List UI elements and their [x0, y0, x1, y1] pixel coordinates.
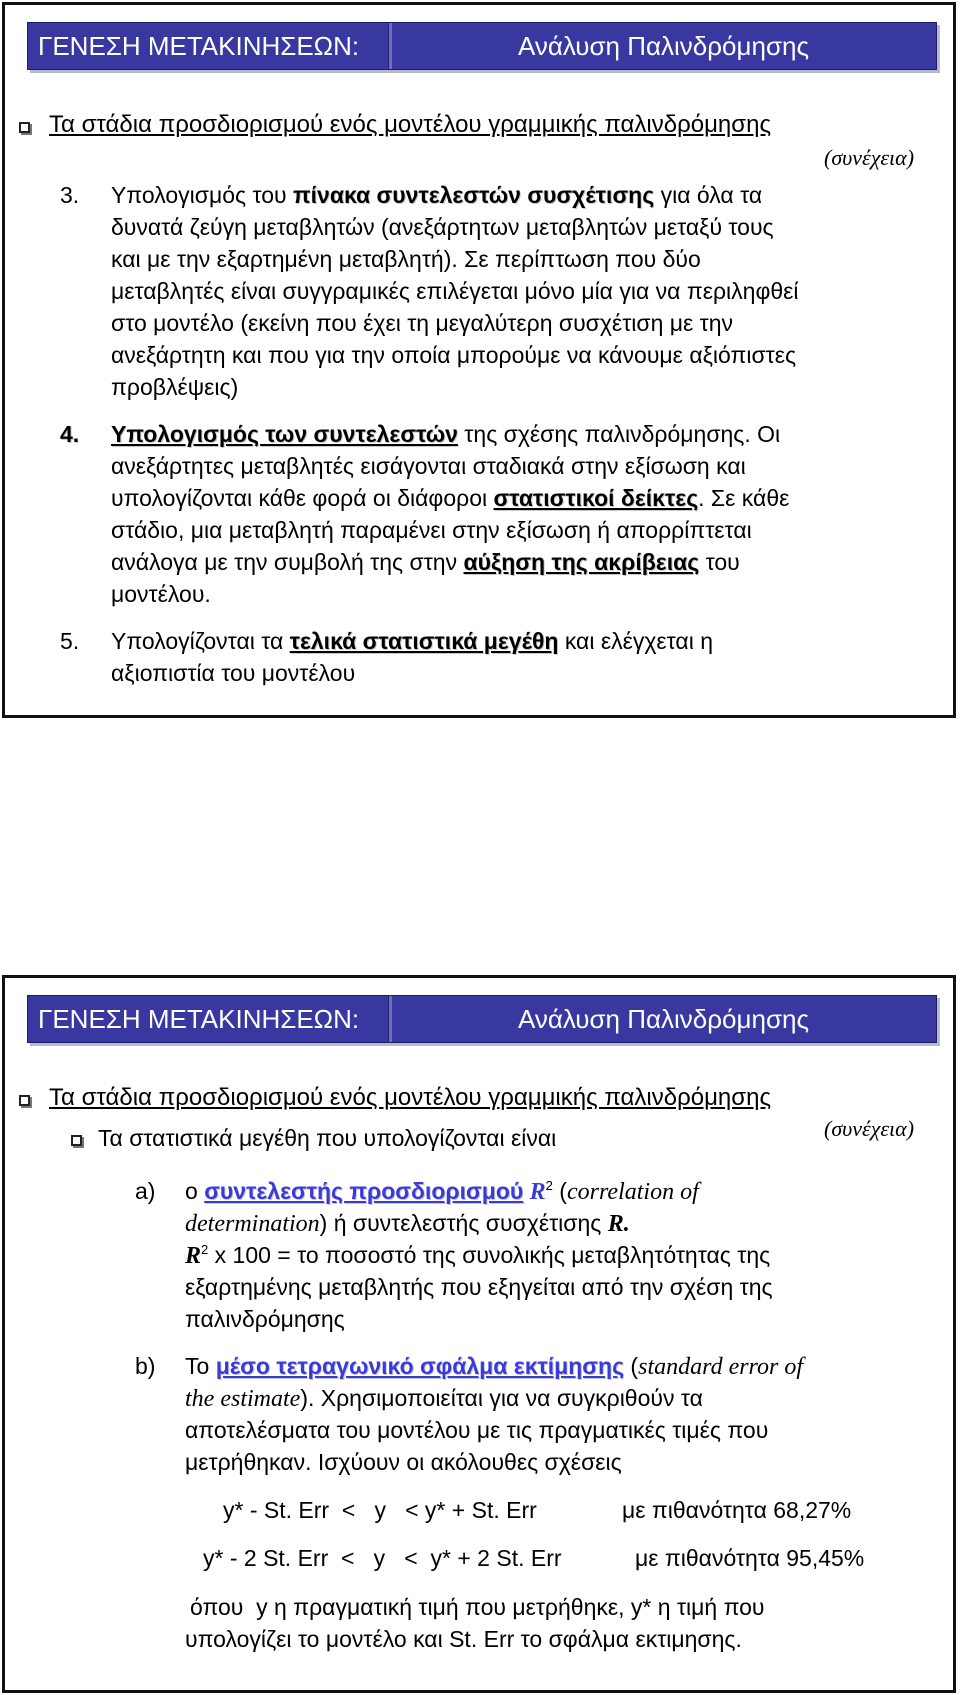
standard-error-term: μέσο τετραγωνικό σφάλμα εκτίμησης — [215, 1353, 625, 1379]
note-line-1: όπου y η πραγματική τιμή που μετρήθηκε, y* η τιμή που — [190, 1594, 765, 1620]
step-3-line-5: στο μοντέλο (εκείνη που έχει τη μεγαλύτερη συσχέτιση με την — [111, 310, 734, 336]
header-topic: Ανάλυση Παλινδρόμησης — [517, 31, 809, 61]
item-b-line-4: μετρήθηκαν. Ισχύουν οι ακόλουθες σχέσεις — [185, 1449, 622, 1475]
step-5-number: 5. — [60, 628, 80, 654]
item-b-marker: b) — [135, 1353, 156, 1379]
step-3-line-2: δυνατά ζεύγη μεταβλητών (ανεξάρτητων μεταβλητών μεταξύ τους — [111, 214, 774, 240]
step-4-line-3: υπολογίζονται κάθε φορά οι διάφοροι στατιστικοί δείκτες. Σε κάθε — [111, 485, 790, 511]
item-a-line-2: determination) ή συντελεστής συσχέτισης R. — [185, 1210, 630, 1237]
square-bullet-icon — [19, 122, 30, 133]
accuracy-term: αύξηση της ακρίβειας — [463, 549, 700, 575]
slide-header — [27, 995, 937, 1043]
formula-1-expression: y* - St. Err < y < y* + St. Err — [223, 1497, 537, 1523]
step-3-line-6: ανεξάρτητη και που για την οποία μπορούμε να κάνουμε αξιόπιστες — [111, 342, 797, 368]
header-title: ΓΕΝΕΣΗ ΜΕΤΑΚΙΝΗΣΕΩΝ: — [38, 31, 360, 61]
formula-2-expression: y* - 2 St. Err < y < y* + 2 St. Err — [203, 1545, 562, 1571]
step-4-number: 4. — [60, 421, 80, 447]
item-a-line-3: $R^2$ x 100 = το ποσοστό της συνολικής μεταβλητότητας της — [185, 1242, 771, 1269]
header-title: ΓΕΝΕΣΗ ΜΕΤΑΚΙΝΗΣΕΩΝ: — [38, 1004, 360, 1034]
continued-label: (συνέχεια) — [824, 145, 915, 170]
formula-2-probability: με πιθανότητα 95,45% — [635, 1545, 865, 1571]
note-line-2: υπολογίζει το μοντέλο και St. Err το σφάλμα εκτιμησης. — [185, 1626, 742, 1652]
correlation-matrix-term: πίνακα συντελεστών συσχέτισης — [293, 182, 655, 208]
step-4-line-6: μοντέλου. — [111, 581, 211, 607]
slide-subtitle: Τα στάδια προσδιορισμού ενός μοντέλου γραμμικής παλινδρόμησης — [49, 111, 772, 138]
square-bullet-icon — [19, 1095, 30, 1106]
stats-intro: Τα στατιστικά μεγέθη που υπολογίζονται είναι — [98, 1125, 557, 1151]
item-b-line-1: Το μέσο τετραγωνικό σφάλμα εκτίμησης (standard error of — [185, 1353, 804, 1380]
slide-header — [27, 22, 937, 70]
continued-label: (συνέχεια) — [824, 1116, 915, 1141]
item-a-marker: a) — [135, 1178, 156, 1204]
step-3-line-3: και με την εξαρτημένη μεταβλητή). Σε περίπτωση που δύο — [111, 246, 701, 272]
step-3-number: 3. — [60, 182, 80, 208]
step-4-line-5: ανάλογα με την συμβολή της στην αύξηση της ακρίβειας του — [111, 549, 740, 575]
slide-1 — [2, 2, 956, 718]
final-statistics-term: τελικά στατιστικά μεγέθη — [289, 628, 559, 654]
statistical-indices-term: στατιστικοί δείκτες — [493, 485, 699, 511]
step-4-line-1: Υπολογισμός των συντελεστών της σχέσης παλινδρόμησης. Οι — [111, 421, 781, 447]
item-b-line-2: the estimate). Χρησιμοποιείται για να συγκριθούν τα — [185, 1385, 703, 1412]
header-topic: Ανάλυση Παλινδρόμησης — [517, 1004, 809, 1034]
coefficients-term: Υπολογισμός των συντελεστών — [111, 421, 458, 447]
square-bullet-icon — [71, 1135, 82, 1146]
step-3-line-1: Υπολογισμός του πίνακα συντελεστών συσχέτισης για όλα τα — [111, 182, 763, 208]
step-5-line-1: Υπολογίζονται τα τελικά στατιστικά μεγέθη και ελέγχεται η — [111, 628, 714, 654]
coefficient-of-determination-term: συντελεστής προσδιορισμού — [204, 1178, 524, 1204]
formula-1-probability: με πιθανότητα 68,27% — [622, 1497, 852, 1523]
slide-2 — [2, 975, 956, 1693]
item-a-line-5: παλινδρόμησης — [185, 1306, 345, 1332]
step-4-line-4: στάδιο, μια μεταβλητή παραμένει στην εξίσωση ή απορρίπτεται — [111, 517, 752, 543]
step-5-line-2: αξιοπιστία του μοντέλου — [111, 660, 356, 686]
item-a-line-1: ο συντελεστής προσδιορισμού $R^2$ (correlation of — [185, 1178, 699, 1205]
step-3-line-4: μεταβλητές είναι συγγραμικές επιλέγεται μόνο μία για να περιληφθεί — [111, 278, 799, 304]
slide-subtitle: Τα στάδια προσδιορισμού ενός μοντέλου γραμμικής παλινδρόμησης — [49, 1084, 772, 1111]
step-3-line-7: προβλέψεις) — [111, 374, 239, 400]
item-b-line-3: αποτελέσματα του μοντέλου με τις πραγματικές τιμές που — [185, 1417, 769, 1443]
step-4-line-2: ανεξάρτητες μεταβλητές εισάγονται σταδιακά στην εξίσωση και — [111, 453, 746, 479]
item-a-line-4: εξαρτημένης μεταβλητής που εξηγείται από την σχέση της — [185, 1274, 773, 1300]
